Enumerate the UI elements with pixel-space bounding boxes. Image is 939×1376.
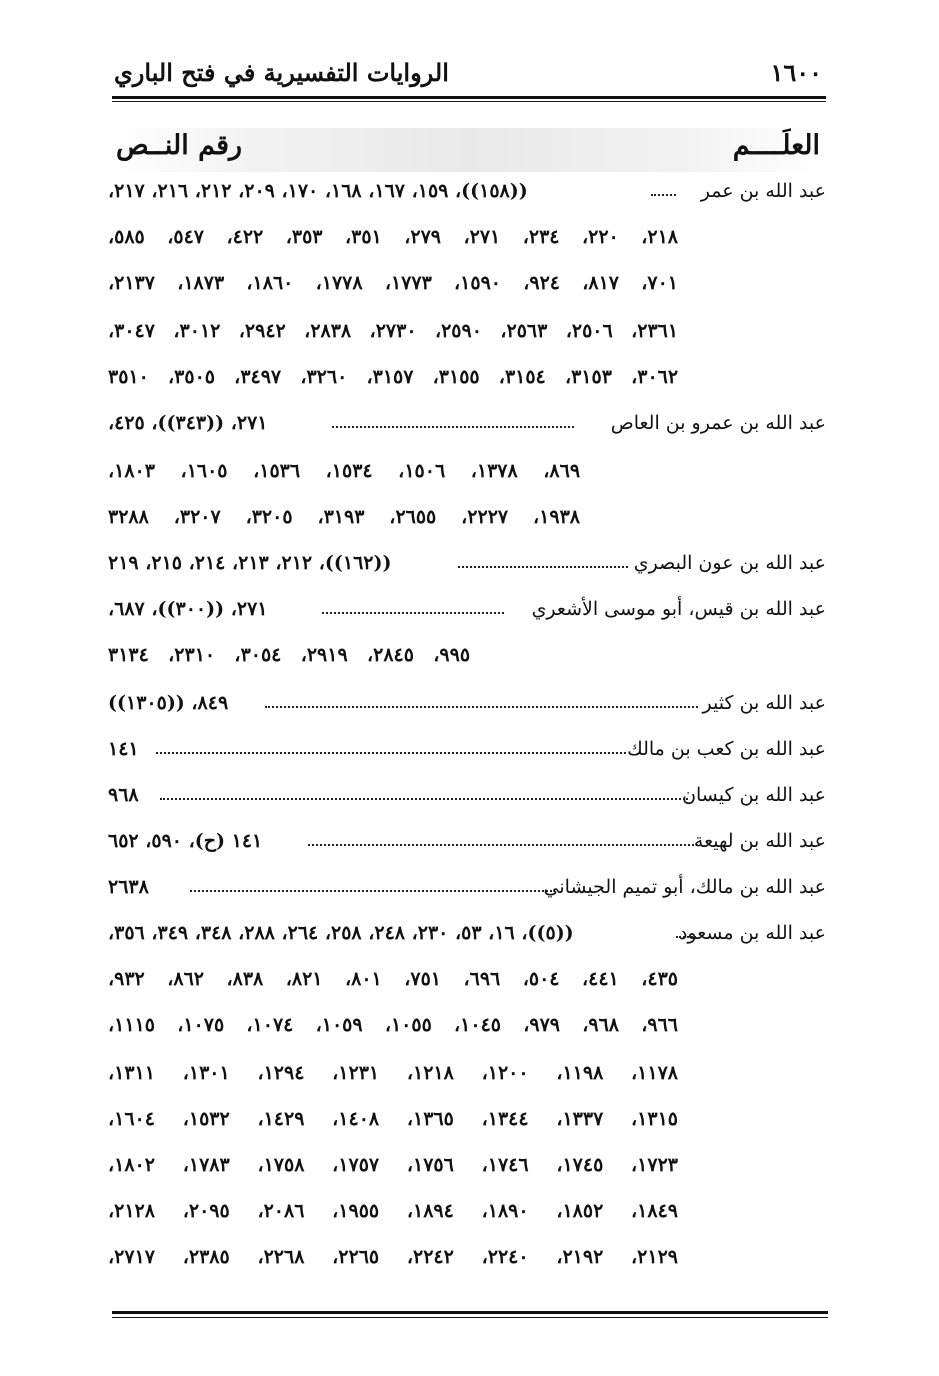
header-rule-thin — [112, 101, 826, 102]
entry-numbers: ٢١٨، ٢٢٠، ٢٣٤، ٢٧١، ٢٧٩، ٣٥١، ٣٥٣، ٤٢٢، ٥٤٧، ٥٨٥، — [108, 226, 679, 248]
continuation-line — [108, 272, 678, 306]
footer-rule — [112, 1311, 828, 1314]
index-entry — [108, 922, 826, 956]
entry-numbers: ١٣١٥، ١٣٣٧، ١٣٤٤، ١٣٦٥، ١٤٠٨، ١٤٢٩، ١٥٣٢، ١٦٠٤، — [108, 1108, 678, 1130]
entry-numbers: ٢٧١، ((٣٠٠))، ٦٨٧، — [108, 598, 268, 620]
entry-name: عبد الله بن كثير — [702, 692, 826, 714]
number-column-header: رقم النــص — [116, 130, 243, 161]
entry-numbers: ٩٦٦، ٩٦٨، ٩٧٩، ١٠٤٥، ١٠٥٥، ١٠٥٩، ١٠٧٤، ١٠٧٥، ١١١٥، — [108, 1014, 678, 1036]
leader-dots — [676, 936, 696, 938]
entry-numbers: ((١٦٢))، ٢١٢، ٢١٣، ٢١٤، ٢١٥، ٢١٩ — [108, 552, 392, 574]
leader-dots — [160, 798, 688, 800]
entry-name: عبد الله بن عمرو بن العاص — [610, 412, 826, 434]
entry-numbers: ٧٠١، ٨١٧، ٩٢٤، ١٥٩٠، ١٧٧٣، ١٧٧٨، ١٨٦٠، ١٨٧٣، ٢١٣٧، — [108, 272, 678, 294]
continuation-line — [108, 1246, 678, 1280]
entry-numbers: ٣٠٦٢، ٣١٥٣، ٣١٥٤، ٣١٥٥، ٣١٥٧، ٣٢٦٠، ٣٤٩٧، ٣٥٠٥، ٣٥١٠ — [108, 366, 679, 388]
continuation-line — [108, 226, 678, 260]
index-entry — [108, 830, 826, 864]
continuation-line — [108, 366, 678, 400]
continuation-line — [108, 1108, 678, 1142]
entry-numbers: ٤٣٥، ٤٤١، ٥٠٤، ٦٩٦، ٧٥١، ٨٠١، ٨٢١، ٨٣٨، ٨٦٢، ٩٣٢، — [108, 968, 679, 990]
leader-dots — [190, 890, 552, 892]
entry-numbers: ١٩٣٨، ٢٢٢٧، ٢٦٥٥، ٣١٩٣، ٣٢٠٥، ٣٢٠٧، ٣٢٨٨ — [108, 506, 580, 528]
entry-numbers: ٩٦٨ — [108, 784, 139, 806]
index-entry — [108, 598, 826, 632]
index-entry — [108, 180, 826, 214]
entry-numbers: ٨٤٩، ((١٣٠٥)) — [108, 692, 229, 714]
continuation-line — [108, 1200, 678, 1234]
continuation-line — [108, 320, 678, 354]
entry-name: عبد الله بن قيس، أبو موسى الأشعري — [531, 598, 826, 620]
index-entry — [108, 738, 826, 772]
entry-numbers: ((١٥٨))، ١٥٩، ١٦٧، ١٦٨، ١٧٠، ٢٠٩، ٢١٢، ٢١٦، ٢١٧، — [108, 180, 528, 202]
index-entry — [108, 552, 826, 586]
entry-numbers: ١١٧٨، ١١٩٨، ١٢٠٠، ١٢١٨، ١٢٣١، ١٢٩٤، ١٣٠١، ١٣١١، — [108, 1062, 678, 1084]
book-title: الروايات التفسيرية في فتح الباري — [114, 58, 449, 87]
continuation-line — [108, 460, 580, 494]
running-header — [110, 58, 828, 94]
footer-rule-thin — [112, 1317, 828, 1318]
index-entry — [108, 412, 826, 446]
leader-dots — [308, 844, 698, 846]
entry-numbers: ١٤١ (ح)، ٥٩٠، ٦٥٢ — [108, 830, 263, 852]
entry-numbers: ٢٧١، ((٣٤٣))، ٤٢٥، — [108, 412, 268, 434]
entry-numbers: ١٤١ — [108, 738, 139, 760]
entry-numbers: ١٧٢٣، ١٧٤٥، ١٧٤٦، ١٧٥٦، ١٧٥٧، ١٧٥٨، ١٧٨٣، ١٨٠٢، — [108, 1154, 678, 1176]
continuation-line — [108, 1154, 678, 1188]
leader-dots — [156, 752, 626, 754]
continuation-line — [108, 1014, 678, 1048]
entry-numbers: ٢٦٣٨ — [108, 876, 149, 898]
page-number: ١٦٠٠ — [770, 58, 822, 87]
index-entry — [108, 876, 826, 910]
entry-name: عبد الله بن كعب بن مالك — [627, 738, 826, 760]
entry-numbers: ٨٦٩، ١٣٧٨، ١٥٠٦، ١٥٣٤، ١٥٣٦، ١٦٠٥، ١٨٠٣، — [108, 460, 581, 482]
header-rule — [112, 96, 826, 99]
continuation-line — [108, 506, 580, 540]
entry-numbers: ((٥))، ١٦، ٥٣، ٢٣٠، ٢٤٨، ٢٥٨، ٢٦٤، ٢٨٨، ٣٤٨، ٣٤٩، ٣٥٦، — [108, 922, 574, 944]
entry-name: عبد الله بن عون البصري — [633, 552, 826, 574]
entry-name: عبد الله بن مالك، أبو تميم الجيشاني — [543, 876, 826, 898]
entry-numbers: ٩٩٥، ٢٨٤٥، ٢٩١٩، ٣٠٥٤، ٢٣١٠، ٣١٣٤ — [108, 644, 471, 666]
entry-name: عبد الله بن كيسان — [682, 784, 826, 806]
continuation-line — [108, 1062, 678, 1096]
entry-name: عبد الله بن لهيعة — [693, 830, 826, 852]
entry-name: عبد الله بن مسعود — [678, 922, 826, 944]
name-column-header: العلَــــم — [732, 130, 820, 161]
index-entry — [108, 784, 826, 818]
leader-dots — [332, 426, 574, 428]
continuation-line — [108, 644, 470, 678]
column-headers — [110, 128, 826, 172]
leader-dots — [651, 194, 676, 196]
entry-numbers: ١٨٤٩، ١٨٥٢، ١٨٩٠، ١٨٩٤، ١٩٥٥، ٢٠٨٦، ٢٠٩٥، ٢١٢٨، — [108, 1200, 678, 1222]
leader-dots — [322, 612, 504, 614]
continuation-line — [108, 968, 678, 1002]
leader-dots — [458, 566, 628, 568]
index-entry — [108, 692, 826, 726]
entry-numbers: ٢٣٦١، ٢٥٠٦، ٢٥٦٣، ٢٥٩٠، ٢٧٣٠، ٢٨٣٨، ٢٩٤٢، ٣٠١٢، ٣٠٤٧، — [108, 320, 679, 342]
entry-numbers: ٢١٢٩، ٢١٩٢، ٢٢٤٠، ٢٢٤٢، ٢٢٦٥، ٢٢٦٨، ٢٣٨٥، ٢٧١٧، — [108, 1246, 678, 1268]
entry-name: عبد الله بن عمر — [700, 180, 826, 202]
leader-dots — [265, 706, 698, 708]
